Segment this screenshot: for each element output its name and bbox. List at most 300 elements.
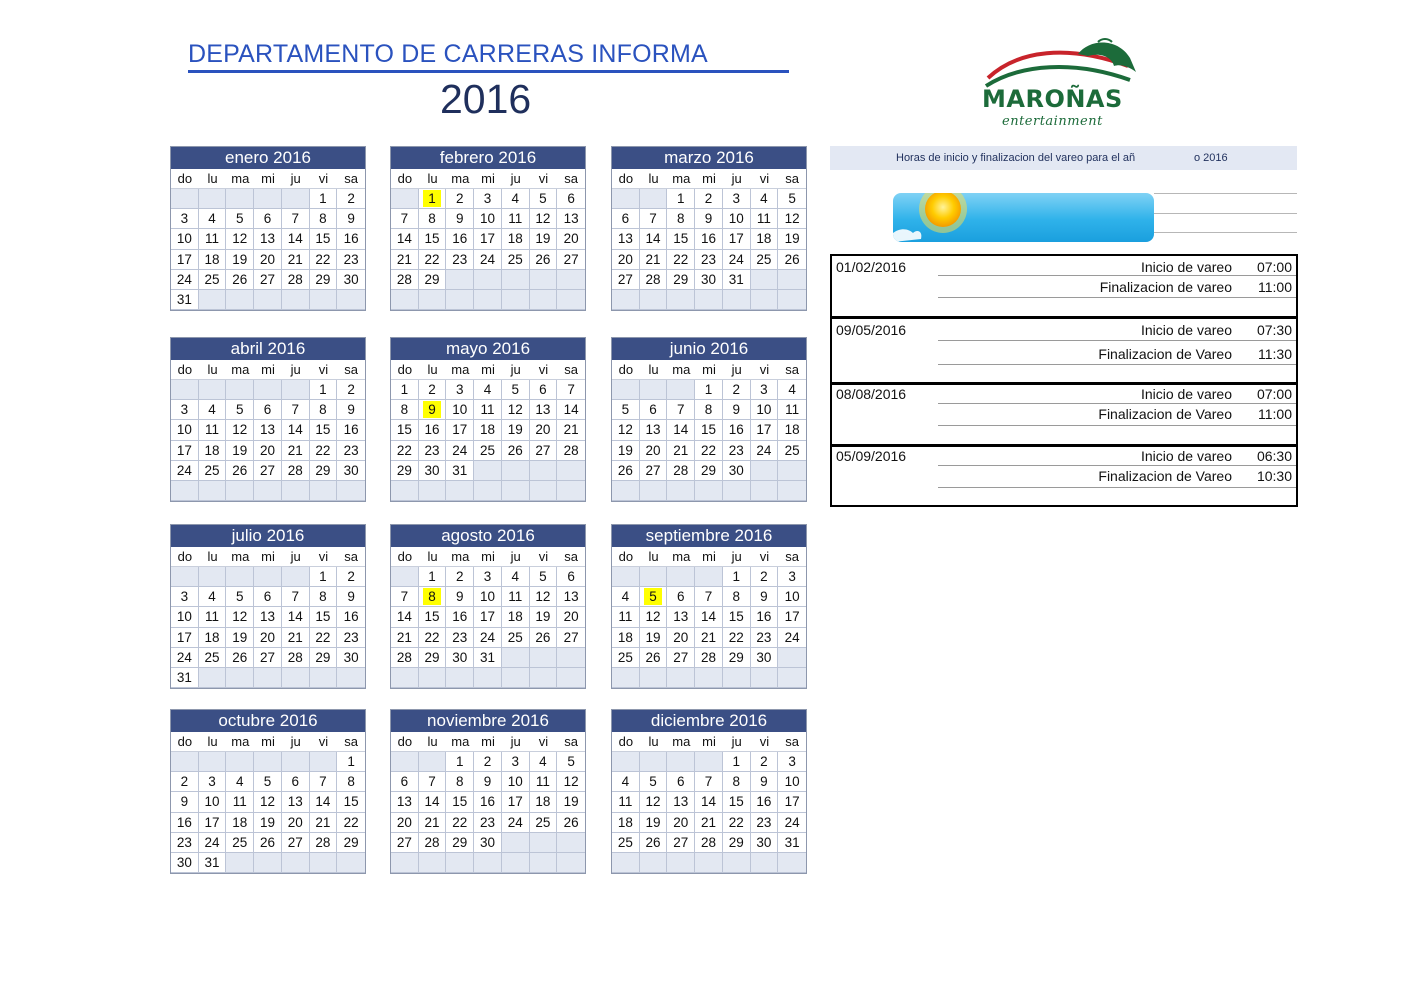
day-number: 12 xyxy=(232,231,248,247)
day-cell xyxy=(310,420,338,440)
day-number: 16 xyxy=(452,609,468,625)
month-title: diciembre 2016 xyxy=(612,710,806,732)
day-cell xyxy=(530,250,558,270)
empty-day-cell xyxy=(751,461,779,481)
day-cell xyxy=(723,209,751,229)
empty-day-cell xyxy=(695,290,723,310)
day-number: 13 xyxy=(617,231,633,247)
weekday-label: sa xyxy=(344,549,358,564)
day-number: 20 xyxy=(259,442,275,458)
day-number: 21 xyxy=(563,422,579,438)
day-cell xyxy=(446,567,474,587)
day-cell xyxy=(640,648,668,668)
end-label: Finalizacion de Vareo xyxy=(1098,406,1232,422)
day-number: 19 xyxy=(535,231,551,247)
day-number: 10 xyxy=(756,402,772,418)
empty-day-cell xyxy=(723,668,751,688)
day-number: 18 xyxy=(204,629,220,645)
day-cell xyxy=(695,380,723,400)
empty-day-cell xyxy=(446,853,474,873)
day-cell xyxy=(667,229,695,249)
day-number: 24 xyxy=(756,442,772,458)
year-heading: 2016 xyxy=(440,76,532,122)
day-number: 2 xyxy=(456,569,464,584)
empty-day-cell xyxy=(557,270,585,290)
empty-day-cell xyxy=(199,290,227,310)
day-number: 19 xyxy=(617,442,633,458)
day-number: 30 xyxy=(343,271,359,287)
page-title: DEPARTAMENTO DE CARRERAS INFORMA xyxy=(188,38,789,73)
empty-day-cell xyxy=(337,290,365,310)
day-cell xyxy=(695,229,723,249)
weekday-label: lu xyxy=(427,549,438,564)
empty-day-cell xyxy=(612,668,640,688)
day-number: 12 xyxy=(535,589,551,605)
day-cell xyxy=(474,209,502,229)
month-calendar xyxy=(170,146,366,311)
end-time: 11:30 xyxy=(1258,346,1292,362)
weekday-label: ma xyxy=(231,362,250,377)
empty-day-cell xyxy=(474,853,502,873)
day-number: 20 xyxy=(563,609,579,625)
empty-day-cell xyxy=(391,567,419,587)
day-cell xyxy=(310,400,338,420)
empty-day-cell xyxy=(778,290,806,310)
day-number: 29 xyxy=(315,649,331,665)
day-cell xyxy=(612,270,640,290)
day-number: 18 xyxy=(535,794,551,810)
day-cell xyxy=(419,380,447,400)
day-cell xyxy=(254,648,282,668)
weekday-header xyxy=(171,169,365,189)
day-cell xyxy=(695,250,723,270)
day-number: 8 xyxy=(428,211,436,227)
day-number: 15 xyxy=(315,231,331,247)
day-cell xyxy=(723,587,751,607)
day-number: 12 xyxy=(232,422,248,438)
weekday-label: sa xyxy=(344,734,358,749)
day-number: 10 xyxy=(784,774,800,790)
day-number: 8 xyxy=(347,774,355,790)
empty-day-cell xyxy=(751,290,779,310)
day-number: 18 xyxy=(507,231,523,247)
day-number: 19 xyxy=(535,609,551,625)
day-cell xyxy=(171,400,199,420)
day-number: 26 xyxy=(507,442,523,458)
empty-day-cell xyxy=(282,290,310,310)
day-number: 15 xyxy=(728,609,744,625)
weekday-header xyxy=(171,360,365,380)
day-cell xyxy=(695,607,723,627)
weekday-label: ju xyxy=(290,734,301,749)
day-cell xyxy=(171,792,199,812)
day-cell xyxy=(778,441,806,461)
day-cell xyxy=(391,813,419,833)
day-number: 7 xyxy=(704,589,713,605)
empty-day-cell xyxy=(282,380,310,400)
empty-day-cell xyxy=(557,833,585,853)
weekday-label: sa xyxy=(785,362,799,377)
day-cell xyxy=(474,587,502,607)
day-number: 2 xyxy=(428,382,436,397)
day-cell xyxy=(612,792,640,812)
day-number: 11 xyxy=(756,211,771,227)
day-cell xyxy=(778,380,806,400)
day-cell xyxy=(171,587,199,607)
day-number: 16 xyxy=(756,609,772,625)
day-cell xyxy=(695,270,723,290)
day-number: 7 xyxy=(677,402,685,418)
day-cell xyxy=(530,752,558,772)
empty-day-cell xyxy=(667,567,695,587)
divider xyxy=(938,465,1296,466)
day-grid xyxy=(171,189,365,310)
weekday-label: vi xyxy=(318,362,329,377)
day-number: 4 xyxy=(760,191,768,206)
day-cell xyxy=(502,209,530,229)
weekday-label: mi xyxy=(702,549,716,564)
weekday-label: ju xyxy=(731,549,742,564)
empty-day-cell xyxy=(695,481,723,501)
day-cell xyxy=(557,772,585,792)
day-number: 24 xyxy=(176,649,192,665)
day-number: 9 xyxy=(423,401,441,418)
day-cell xyxy=(612,229,640,249)
day-cell xyxy=(310,189,338,209)
empty-day-cell xyxy=(751,853,779,873)
day-cell xyxy=(640,628,668,648)
day-number: 10 xyxy=(176,422,192,438)
day-number: 1 xyxy=(319,382,327,397)
day-number: 8 xyxy=(677,211,685,227)
empty-day-cell xyxy=(419,290,447,310)
day-cell xyxy=(778,752,806,772)
empty-day-cell xyxy=(778,648,806,668)
day-cell xyxy=(695,209,723,229)
day-number: 9 xyxy=(347,402,355,418)
day-cell xyxy=(751,209,779,229)
day-number: 23 xyxy=(343,251,359,267)
day-number: 30 xyxy=(479,834,495,850)
weekday-label: do xyxy=(618,734,634,749)
day-number: 14 xyxy=(424,794,440,810)
day-number: 3 xyxy=(180,589,189,605)
day-cell xyxy=(695,461,723,481)
day-number: 15 xyxy=(452,794,468,810)
day-number: 22 xyxy=(315,251,331,267)
day-number: 15 xyxy=(424,231,440,247)
day-number: 13 xyxy=(535,402,551,418)
day-cell xyxy=(557,628,585,648)
day-cell xyxy=(419,607,447,627)
day-number: 16 xyxy=(728,422,744,438)
day-number: 9 xyxy=(456,589,464,605)
day-number: 5 xyxy=(511,382,519,397)
day-number: 13 xyxy=(259,231,275,247)
start-label: Inicio de vareo xyxy=(1140,259,1232,275)
day-number: 27 xyxy=(563,629,579,645)
day-number: 5 xyxy=(539,191,547,206)
day-cell xyxy=(778,772,806,792)
day-cell xyxy=(778,607,806,627)
day-cell xyxy=(474,567,502,587)
divider xyxy=(938,297,1296,298)
day-cell xyxy=(751,607,779,627)
day-number: 5 xyxy=(644,588,662,605)
day-number: 7 xyxy=(400,211,409,227)
divider xyxy=(938,487,1296,488)
day-cell xyxy=(171,833,199,853)
day-cell xyxy=(446,420,474,440)
day-number: 30 xyxy=(756,649,772,665)
empty-day-cell xyxy=(778,853,806,873)
day-number: 6 xyxy=(263,589,272,605)
day-number: 1 xyxy=(347,754,355,769)
weekday-label: ma xyxy=(231,734,250,749)
day-number: 5 xyxy=(567,754,575,769)
empty-day-cell xyxy=(419,853,447,873)
day-cell xyxy=(254,229,282,249)
day-cell xyxy=(391,250,419,270)
day-cell xyxy=(751,567,779,587)
day-cell xyxy=(310,833,338,853)
day-cell xyxy=(751,833,779,853)
month-calendar xyxy=(170,524,366,689)
empty-day-cell xyxy=(226,380,254,400)
day-number: 10 xyxy=(479,589,495,605)
day-cell xyxy=(778,229,806,249)
day-number: 1 xyxy=(428,569,436,584)
vareo-heading-year: o 2016 xyxy=(1194,152,1228,164)
day-cell xyxy=(310,772,338,792)
day-number: 25 xyxy=(232,834,248,850)
empty-day-cell xyxy=(723,481,751,501)
day-cell xyxy=(226,400,254,420)
day-cell xyxy=(667,461,695,481)
day-cell xyxy=(226,628,254,648)
empty-day-cell xyxy=(446,290,474,310)
weekday-label: sa xyxy=(785,171,799,186)
day-number: 28 xyxy=(287,649,303,665)
empty-day-cell xyxy=(640,567,668,587)
day-cell xyxy=(337,209,365,229)
day-number: 15 xyxy=(424,609,440,625)
day-cell xyxy=(778,833,806,853)
day-cell xyxy=(640,772,668,792)
day-cell xyxy=(723,752,751,772)
day-number: 14 xyxy=(673,422,689,438)
empty-day-cell xyxy=(530,833,558,853)
day-number: 26 xyxy=(232,271,248,287)
day-number: 6 xyxy=(263,211,272,227)
day-cell xyxy=(778,587,806,607)
weekday-label: mi xyxy=(261,362,275,377)
empty-day-cell xyxy=(226,290,254,310)
empty-day-cell xyxy=(612,752,640,772)
day-number: 18 xyxy=(756,231,772,247)
day-cell xyxy=(530,628,558,648)
day-cell xyxy=(557,380,585,400)
empty-day-cell xyxy=(419,668,447,688)
day-number: 28 xyxy=(287,271,303,287)
day-number: 15 xyxy=(343,794,359,810)
day-cell xyxy=(446,441,474,461)
day-cell xyxy=(751,648,779,668)
day-number: 21 xyxy=(287,251,303,267)
day-number: 23 xyxy=(424,442,440,458)
day-number: 20 xyxy=(673,629,689,645)
weekday-header xyxy=(391,360,585,380)
weekday-label: do xyxy=(397,171,413,186)
empty-day-cell xyxy=(226,567,254,587)
day-cell xyxy=(474,189,502,209)
day-number: 10 xyxy=(452,402,468,418)
empty-day-cell xyxy=(419,481,447,501)
schedule-date: 05/09/2016 xyxy=(836,448,907,464)
empty-day-cell xyxy=(391,290,419,310)
empty-day-cell xyxy=(474,668,502,688)
day-number: 22 xyxy=(315,629,331,645)
day-number: 12 xyxy=(645,609,661,625)
weekday-label: do xyxy=(397,362,413,377)
day-number: 7 xyxy=(400,589,409,605)
day-number: 12 xyxy=(232,609,248,625)
day-cell xyxy=(723,772,751,792)
day-number: 6 xyxy=(621,211,630,227)
weekday-label: vi xyxy=(318,171,329,186)
day-number: 18 xyxy=(204,442,220,458)
day-cell xyxy=(530,813,558,833)
day-cell xyxy=(282,792,310,812)
day-number: 12 xyxy=(535,211,551,227)
day-cell xyxy=(226,229,254,249)
day-cell xyxy=(337,400,365,420)
day-number: 1 xyxy=(732,754,740,769)
day-number: 14 xyxy=(396,231,412,247)
day-cell xyxy=(391,587,419,607)
weekday-label: lu xyxy=(427,171,438,186)
day-cell xyxy=(282,772,310,792)
weekday-label: ma xyxy=(451,171,470,186)
day-number: 10 xyxy=(784,589,800,605)
day-cell xyxy=(502,772,530,792)
empty-day-cell xyxy=(254,380,282,400)
day-cell xyxy=(337,813,365,833)
day-number: 10 xyxy=(728,211,744,227)
day-cell xyxy=(310,461,338,481)
day-number: 24 xyxy=(784,814,800,830)
weekday-label: vi xyxy=(759,362,770,377)
day-cell xyxy=(502,587,530,607)
day-cell xyxy=(446,229,474,249)
weekday-header xyxy=(171,732,365,752)
weekday-label: sa xyxy=(564,171,578,186)
day-cell xyxy=(751,250,779,270)
day-cell xyxy=(640,461,668,481)
weekday-label: sa xyxy=(564,362,578,377)
day-number: 28 xyxy=(396,271,412,287)
divider xyxy=(938,403,1296,404)
day-cell xyxy=(723,813,751,833)
day-number: 14 xyxy=(700,794,716,810)
day-number: 4 xyxy=(208,589,216,605)
day-cell xyxy=(446,189,474,209)
day-number: 21 xyxy=(315,814,331,830)
day-number: 23 xyxy=(479,814,495,830)
empty-day-cell xyxy=(419,752,447,772)
day-number: 30 xyxy=(343,462,359,478)
start-label: Inicio de vareo xyxy=(1140,322,1232,338)
empty-day-cell xyxy=(282,853,310,873)
divider xyxy=(938,275,1296,276)
day-number: 29 xyxy=(315,271,331,287)
weekday-header xyxy=(612,169,806,189)
divider xyxy=(938,425,1296,426)
weekday-label: lu xyxy=(648,549,659,564)
weekday-label: mi xyxy=(261,549,275,564)
day-number: 13 xyxy=(673,609,689,625)
day-cell xyxy=(640,420,668,440)
day-cell xyxy=(337,461,365,481)
day-cell xyxy=(667,270,695,290)
sun-icon xyxy=(893,193,1154,242)
day-number: 6 xyxy=(539,382,547,397)
day-number: 7 xyxy=(291,211,299,227)
day-number: 1 xyxy=(319,191,327,206)
day-cell xyxy=(171,628,199,648)
day-number: 3 xyxy=(760,382,768,397)
empty-day-cell xyxy=(530,648,558,668)
day-number: 3 xyxy=(788,754,796,769)
month-title: abril 2016 xyxy=(171,338,365,360)
weekday-label: lu xyxy=(207,171,218,186)
empty-day-cell xyxy=(199,567,227,587)
schedule-date: 08/08/2016 xyxy=(836,386,907,402)
day-number: 26 xyxy=(563,814,579,830)
day-cell xyxy=(419,250,447,270)
empty-day-cell xyxy=(254,189,282,209)
day-cell xyxy=(612,833,640,853)
day-number: 7 xyxy=(291,589,299,605)
day-cell xyxy=(612,420,640,440)
day-number: 8 xyxy=(319,402,327,418)
empty-day-cell xyxy=(612,380,640,400)
day-cell xyxy=(502,420,530,440)
weekday-label: mi xyxy=(261,171,275,186)
weekday-label: lu xyxy=(648,362,659,377)
day-number: 11 xyxy=(205,231,220,247)
day-cell xyxy=(419,441,447,461)
day-cell xyxy=(391,400,419,420)
day-cell xyxy=(530,587,558,607)
day-cell xyxy=(171,441,199,461)
day-cell xyxy=(612,250,640,270)
day-number: 19 xyxy=(232,629,248,645)
empty-day-cell xyxy=(474,481,502,501)
empty-day-cell xyxy=(557,461,585,481)
day-cell xyxy=(199,270,227,290)
weekday-label: ju xyxy=(510,549,521,564)
empty-day-cell xyxy=(474,290,502,310)
day-cell xyxy=(310,587,338,607)
day-cell xyxy=(419,567,447,587)
month-calendar xyxy=(611,709,807,874)
day-cell xyxy=(723,607,751,627)
day-number: 18 xyxy=(617,814,633,830)
day-cell xyxy=(612,648,640,668)
day-number: 11 xyxy=(232,794,247,810)
day-number: 19 xyxy=(563,794,579,810)
